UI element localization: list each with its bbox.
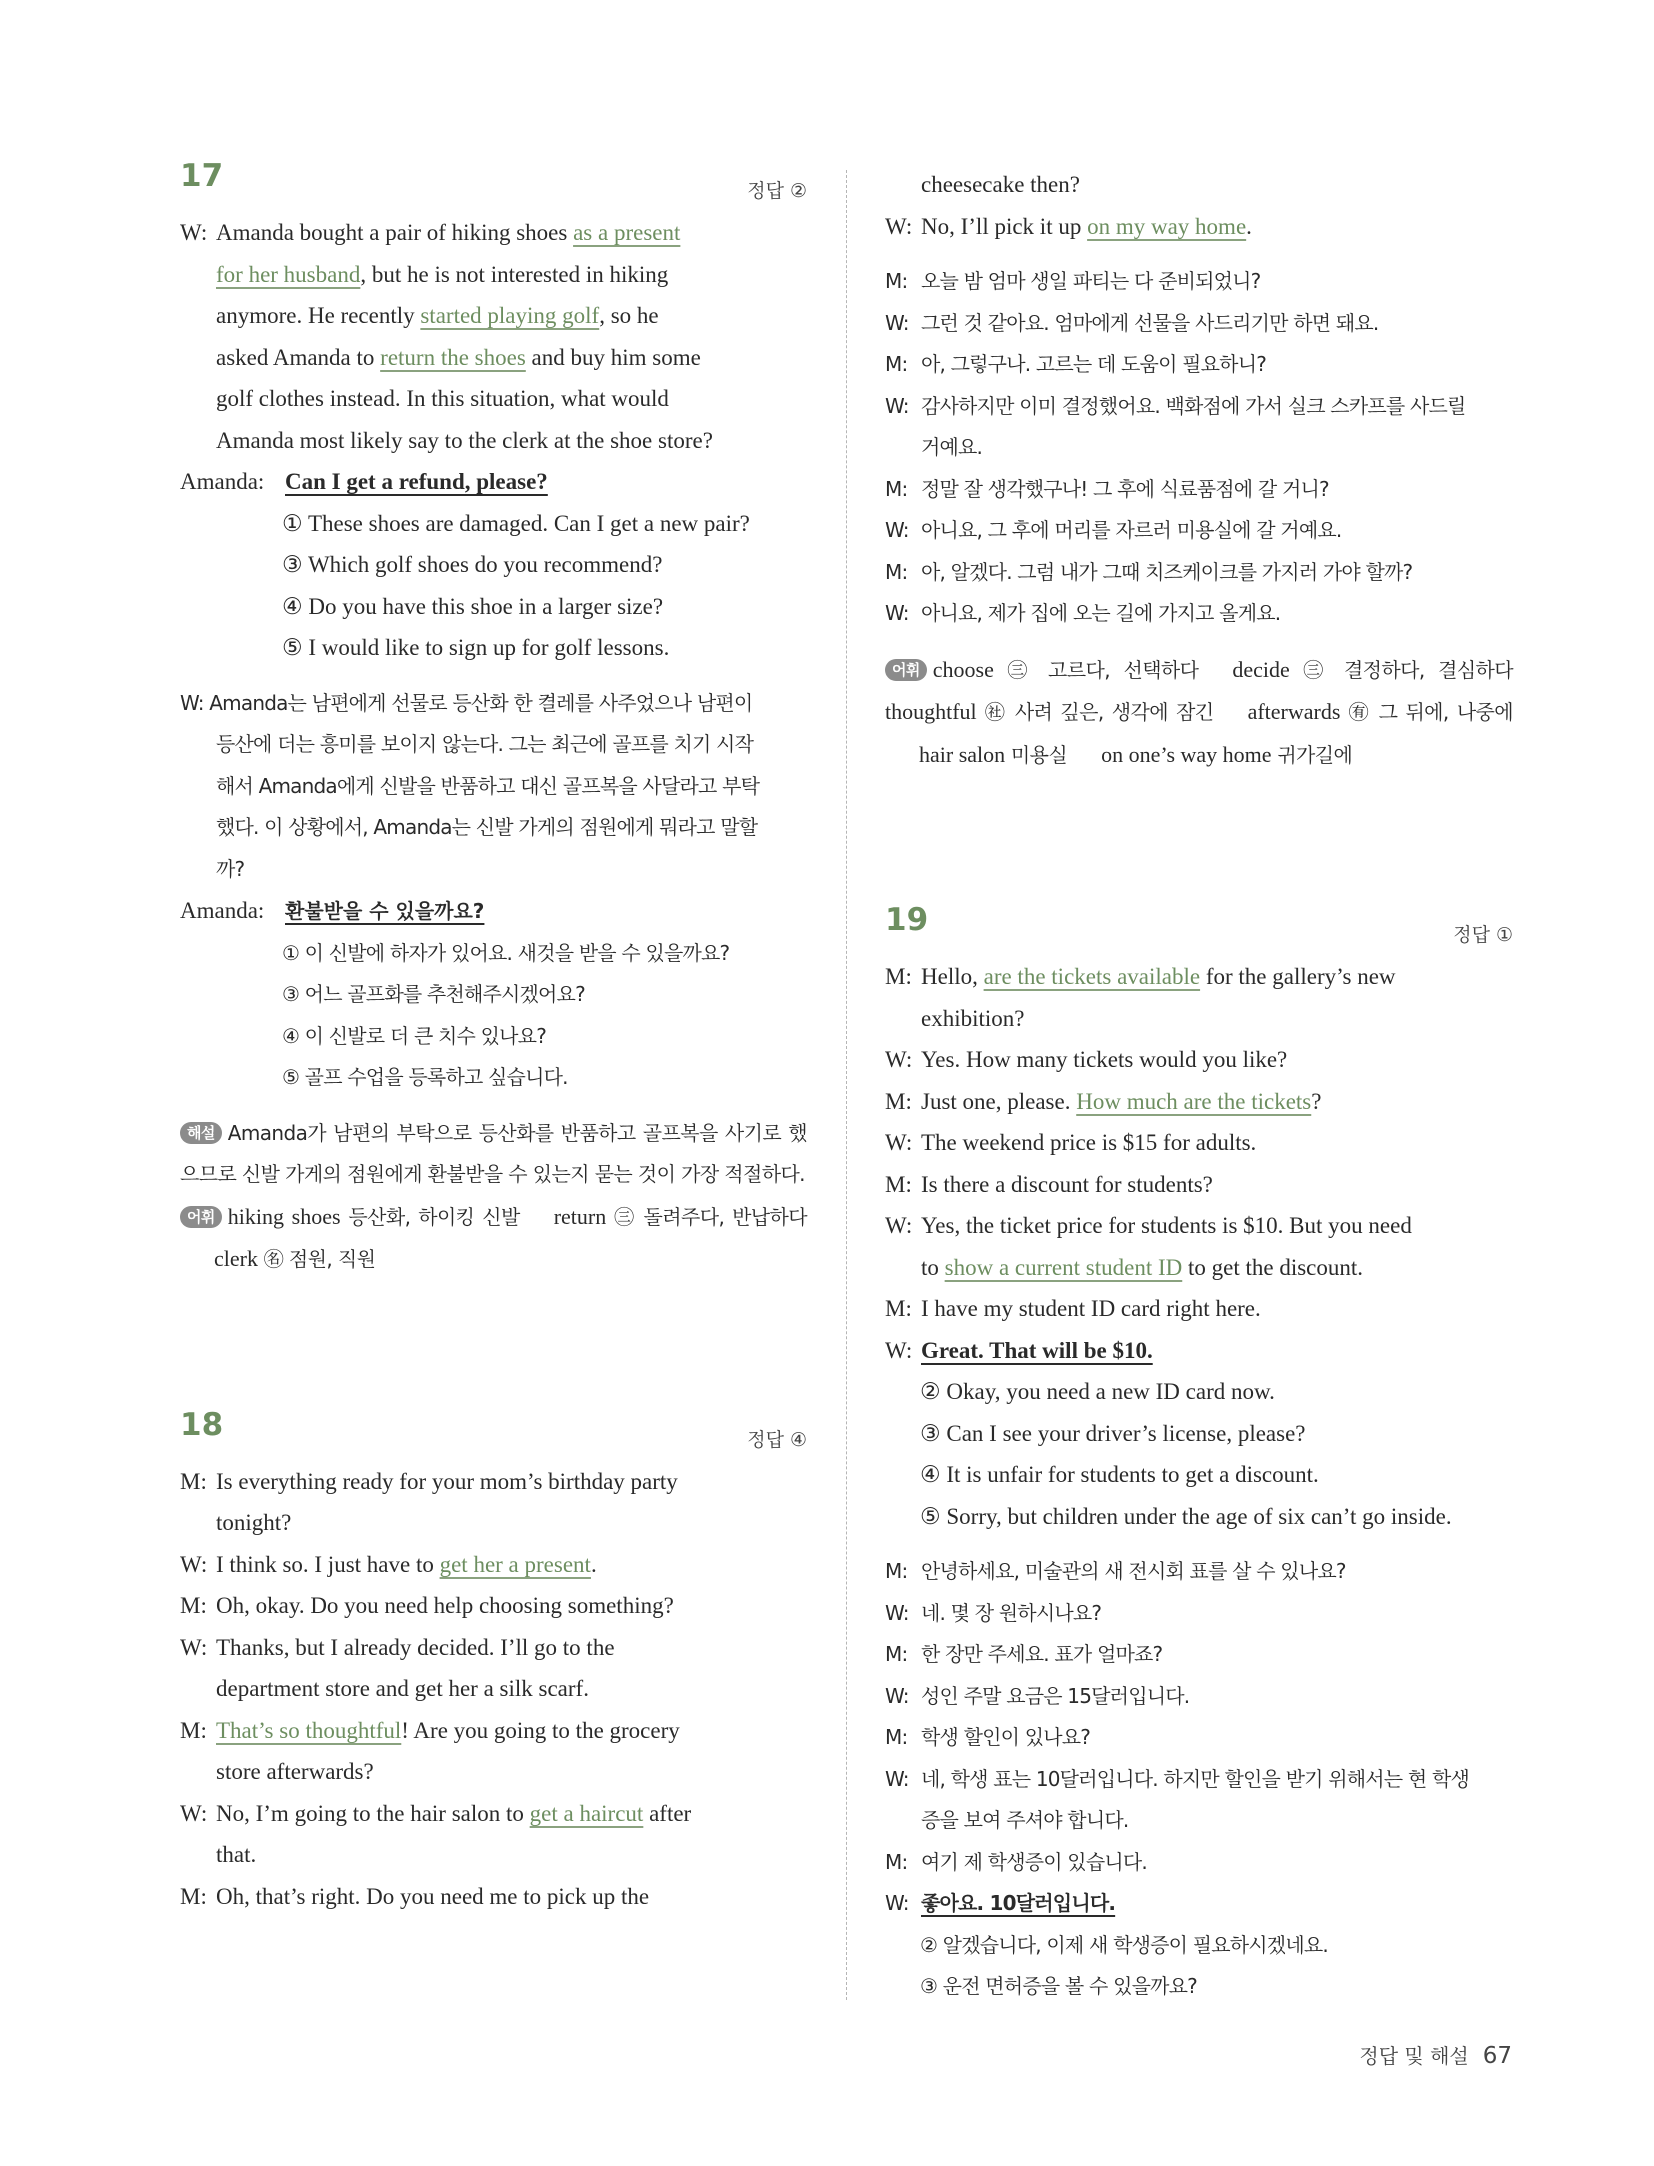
answer-choice: ① 이 신발에 하자가 있어요. 새것을 받을 수 있을까요? [282,940,730,965]
line-text: 정말 잘 생각했구나! 그 후에 식료품점에 갈 거니? [921,476,1329,501]
line-text: cheesecake then? [921,172,1080,197]
line-text: No, I’ll pick it up [921,213,1088,239]
vocab-badge: 어휘 [180,1206,222,1228]
blank-answer: That’s so thoughtful [216,1717,402,1743]
left-column [180,150,807,1917]
right-column [885,164,1513,2008]
ko-dialogue-line [885,1800,1513,1842]
vocab-term: return [553,1203,607,1229]
line-text: 학생 할인이 있나요? [921,1725,1091,1749]
line-text: , but he is not interested in hiking [360,261,669,287]
line-text: 아니요, 그 후에 머리를 자르러 미용실에 갈 거예요. [921,518,1342,542]
dialogue-line [180,1793,807,1835]
dialogue-line [180,1544,807,1586]
line-text: Yes. How many tickets would you like? [921,1047,1288,1072]
line-text: store afterwards? [216,1759,374,1784]
dialogue-line [180,1627,807,1669]
line-text: and buy him some [525,344,701,370]
speaker-label: W: [885,393,909,418]
line-text: Just one, please. [921,1088,1077,1114]
q17-choices [180,503,807,669]
vocab-meaning: 귀가길에 [1277,742,1353,767]
dialogue-line [885,998,1513,1040]
answer-choice: ② 알겠습니다, 이제 새 학생증이 필요하시겠네요. [920,1932,1328,1957]
vocab-term: choose [932,656,994,682]
q18-header [180,1399,807,1461]
blank-answer: started playing golf [420,303,600,328]
line-text: department store and get her a silk scarf. [216,1676,589,1701]
line-text: 한 장만 주세요. 표가 얼마죠? [921,1642,1163,1666]
ko-dialogue-line [885,552,1513,594]
dialogue-line [885,1039,1513,1081]
line-text: 네, 학생 표는 10달러입니다. 하지만 할인을 받기 위해서는 현 학생 [921,1766,1469,1791]
line-text: that. [216,1842,257,1867]
line-text: I think so. I just have to [216,1551,440,1577]
speaker-label: M: [885,1849,908,1874]
dialogue-line [180,1668,807,1710]
answer-choice: ④ 이 신발로 더 큰 치수 있나요? [282,1023,547,1048]
ko-line: 했다. 이 상황에서, Amanda는 신발 가게의 점원에게 뭐라고 말할 [216,815,758,839]
dialogue-line [180,295,807,337]
q17-answer: 정답 ② [747,180,807,202]
vocab-meaning: ㊂ 돌려주다, 반납하다 [614,1204,807,1229]
speaker-label: W: [885,310,909,335]
line-text: 네. 몇 장 원하시나요? [921,1600,1102,1625]
speaker-label: W: [885,1683,909,1708]
answer-choice: ② Okay, you need a new ID card now. [920,1379,1275,1404]
q19-number: 19 [885,902,929,938]
blank-answer: as a present [573,220,681,245]
line-text: to get the discount. [1182,1254,1364,1280]
speaker-label: W: [180,220,208,245]
dialogue-line [180,1876,807,1918]
q17-answer-text: Can I get a refund, please? [285,469,548,494]
q17-vocab [180,1196,807,1281]
vocab-term: clerk [214,1246,258,1271]
answer-choice: ③ 어느 골프화를 추천해주시겠어요? [282,982,585,1006]
q17-ko-choices [180,933,807,1099]
line-text: to [921,1254,945,1280]
speaker-label: Amanda: [180,469,265,494]
speaker-label: M: [885,1725,908,1749]
vocab-meaning: ㊒ 그 뒤에, 나중에 [1348,700,1513,724]
explanation-text: Amanda가 남편의 부탁으로 등산화를 반품하고 골프복을 사기로 했으므로 신발 가게의 점원에게 환불받을 수 있는지 묻는 것이 가장 적절하다. [180,1120,807,1186]
ko-dialogue-line [885,510,1513,552]
q18-number: 18 [180,1406,224,1443]
line-text: Amanda bought a pair of hiking shoes [216,220,574,245]
line-text: golf clothes instead. In this situation, what would [216,386,669,411]
speaker-label: W: [180,1551,208,1577]
speaker-label: M: [885,1642,908,1666]
vocab-term: thoughtful [885,699,977,724]
ko-dialogue-line [885,1551,1513,1593]
q19-header [885,894,1513,956]
q19-answer-text: Great. That will be $10. [921,1337,1153,1363]
line-text: Is everything ready for your mom’s birthday party [216,1468,678,1494]
ko-dialogue-line [885,1676,1513,1718]
line-text: 아, 그렇구나. 고르는 데 도움이 필요하니? [921,352,1267,376]
speaker-label: M: [885,1171,912,1197]
answer-choice: ③ 운전 면허증을 볼 수 있을까요? [920,1974,1197,1998]
speaker-label: M: [885,269,908,293]
speaker-label: W: [885,1047,913,1072]
line-text: 아, 알겠다. 그럼 내가 그때 치즈케이크를 가지러 가야 할까? [921,559,1413,584]
line-text: 여기 제 학생증이 있습니다. [921,1849,1147,1874]
vocab-meaning: ㊂ 결정하다, 결심하다 [1303,657,1513,682]
q19-ko-final-line [885,1883,1513,1925]
q18-dialogue-continued [885,164,1513,247]
ko-dialogue-line [885,303,1513,345]
line-text: 안녕하세요, 미술관의 새 전시회 표를 살 수 있나요? [921,1559,1346,1583]
line-text: Yes, the ticket price for students is $10. But you need [921,1213,1412,1238]
dialogue-line [885,1081,1513,1123]
ko-dialogue-line [885,1593,1513,1635]
vocab-meaning: ㊔ 점원, 직원 [263,1247,376,1271]
answer-choice: ③ Which golf shoes do you recommend? [282,552,663,577]
line-text: 성인 주말 요금은 15달러입니다. [921,1683,1190,1708]
q19-dialogue [885,956,1513,1330]
answer-choice: ④ It is unfair for students to get a discount. [920,1462,1319,1487]
dialogue-line [885,1205,1513,1247]
blank-answer: return the shoes [380,344,526,370]
q17-amanda-line [180,461,807,503]
page-footer [1359,2040,1512,2069]
vocab-meaning: ㊓ 사려 깊은, 생각에 잠긴 [984,700,1214,724]
answer-choice: ③ Can I see your driver’s license, please? [920,1420,1306,1446]
dialogue-line [885,1288,1513,1330]
line-text: I have my student ID card right here. [921,1296,1261,1321]
dialogue-line [885,1247,1513,1289]
line-text: The weekend price is $15 for adults. [921,1130,1257,1155]
q17-number: 17 [180,158,224,194]
line-text: asked Amanda to [216,344,381,370]
dialogue-line [885,206,1513,248]
speaker-label: M: [885,1559,908,1583]
ko-dialogue-line [885,1634,1513,1676]
speaker-label: M: [885,352,908,376]
line-text: 그런 것 같아요. 엄마에게 선물을 사드리기만 하면 돼요. [921,310,1379,335]
q17-explanation [180,1113,807,1196]
ko-dialogue-line [885,1842,1513,1884]
line-text: 거예요. [921,435,983,459]
dialogue-line [180,1751,807,1793]
speaker-label: W: [885,1213,913,1238]
q19-final-line [885,1330,1513,1372]
blank-answer: show a current student ID [944,1254,1183,1280]
column-divider [846,170,847,2000]
vocab-term: hair salon [919,741,1006,767]
dialogue-line [180,1502,807,1544]
speaker-label: M: [885,559,908,584]
dialogue-line [885,1164,1513,1206]
dialogue-line [180,254,807,296]
speaker-label: M: [180,1593,207,1618]
line-text: . [590,1551,597,1577]
ko-dialogue-line [885,261,1513,303]
vocab-badge: 어휘 [885,659,927,681]
dialogue-line [180,1585,807,1627]
speaker-label: M: [885,1296,912,1321]
line-text: exhibition? [921,1005,1025,1031]
speaker-label: M: [885,1088,912,1114]
speaker-label: W: [885,1600,909,1625]
line-text: for the gallery’s new [1200,964,1396,989]
line-text: , so he [599,303,659,328]
vocab-term: on one’s way home [1101,741,1272,767]
q18-dialogue [180,1461,807,1918]
speaker-label: M: [180,1883,207,1909]
line-text: after [643,1800,692,1826]
blank-answer: for her husband [216,261,361,287]
speaker-label: M: [180,1717,207,1743]
dialogue-line [180,1834,807,1876]
vocab-meaning: 미용실 [1010,742,1068,767]
dialogue-line [180,1710,807,1752]
vocab-term: decide [1232,656,1290,682]
q17-dialogue [180,212,807,461]
ko-dialogue-line [885,1717,1513,1759]
q19-korean-translation [885,1551,1513,1883]
vocab-term: hiking shoes [227,1203,341,1229]
q17-korean-translation [180,683,807,891]
answer-choice: ⑤ 골프 수업을 등록하고 싶습니다. [282,1065,568,1089]
line-text: Hello, [921,964,984,989]
q19-answer: 정답 ① [1453,924,1513,946]
blank-answer: on my way home [1087,213,1247,239]
q18-answer: 정답 ④ [747,1428,807,1451]
line-text: No, I’m going to the hair salon to [216,1800,530,1826]
blank-answer: get her a present [439,1551,591,1577]
footer-label: 정답 및 해설 [1359,2044,1469,2068]
dialogue-line [180,1461,807,1503]
speaker-label: W: [885,1766,909,1791]
q17-ko-answer-text: 환불받을 수 있을까요? [285,899,485,923]
blank-answer: are the tickets available [983,964,1201,989]
ko-dialogue-line [885,386,1513,428]
dialogue-line [180,420,807,462]
speaker-label: M: [885,476,908,501]
ko-dialogue-line [885,344,1513,386]
ko-line: W: Amanda는 남편에게 선물로 등산화 한 켤레를 사주었으나 남편이 [180,690,753,715]
line-text: Oh, okay. Do you need help choosing something? [216,1593,674,1618]
speaker-label: W: [885,1337,913,1363]
vocab-term: afterwards [1247,699,1341,724]
blank-answer: How much are the tickets [1076,1088,1312,1114]
line-text: 오늘 밤 엄마 생일 파티는 다 준비되었니? [921,269,1261,293]
line-text: tonight? [216,1510,292,1535]
ko-dialogue-line [885,427,1513,469]
q17-header [180,150,807,212]
explanation-badge: 해설 [180,1122,222,1144]
ko-line: 등산에 더는 흥미를 보이지 않는다. 그는 최근에 골프를 치기 시작 [216,732,754,756]
answer-choice: ⑤ I would like to sign up for golf lessons. [282,635,670,660]
q19-ko-answer-text: 좋아요. 10달러입니다. [921,1891,1116,1915]
dialogue-line [885,956,1513,998]
ko-dialogue-line [885,1759,1513,1801]
line-text: Thanks, but I already decided. I’ll go to the [216,1634,615,1660]
line-text: 증을 보여 주셔야 합니다. [921,1808,1129,1832]
ko-line: 까? [216,856,245,881]
ko-dialogue-line [885,469,1513,511]
dialogue-line [885,1122,1513,1164]
line-text: 감사하지만 이미 결정했어요. 백화점에 가서 실크 스카프를 사드릴 [921,393,1466,418]
line-text: 아니요, 제가 집에 오는 길에 가지고 올게요. [921,601,1281,625]
ko-dialogue-line [885,593,1513,635]
q19-choices [885,1371,1513,1537]
line-text: Amanda most likely say to the clerk at the shoe store? [216,427,713,453]
speaker-label: W: [885,601,909,625]
q19-ko-choices [885,1925,1513,2008]
speaker-label: W: [885,1891,909,1915]
q18-korean-translation [885,261,1513,635]
speaker-label: M: [180,1468,207,1494]
line-text: anymore. He recently [216,303,421,328]
speaker-label: W: [180,1800,208,1826]
answer-choice: ① These shoes are damaged. Can I get a new pair? [282,510,750,536]
line-text: Is there a discount for students? [921,1171,1213,1197]
dialogue-line [180,337,807,379]
line-text: ! Are you going to the grocery [401,1717,680,1743]
answer-choice: ⑤ Sorry, but children under the age of six can’t go inside. [920,1503,1452,1529]
q18-vocab [885,649,1513,777]
page-number: 67 [1482,2043,1512,2069]
speaker-label: W: [885,518,909,542]
speaker-label: W: [180,1634,208,1660]
speaker-label: Amanda: [180,898,265,923]
dialogue-line [885,164,1513,206]
ko-line: 해서 Amanda에게 신발을 반품하고 대신 골프복을 사달라고 부탁 [216,773,760,798]
line-text: . [1246,213,1252,239]
speaker-label: W: [885,1130,913,1155]
line-text: ? [1311,1088,1322,1114]
dialogue-line [180,212,807,254]
dialogue-line [180,378,807,420]
line-text: Oh, that’s right. Do you need me to pick up the [216,1883,650,1909]
blank-answer: get a haircut [529,1800,644,1826]
q17-ko-amanda-line [180,890,807,933]
vocab-meaning: 등산화, 하이킹 신발 [348,1204,520,1229]
answer-choice: ④ Do you have this shoe in a larger size? [282,593,664,619]
speaker-label: M: [885,964,912,989]
speaker-label: W: [885,213,913,239]
vocab-meaning: ㊂ 고르다, 선택하다 [1007,657,1199,682]
